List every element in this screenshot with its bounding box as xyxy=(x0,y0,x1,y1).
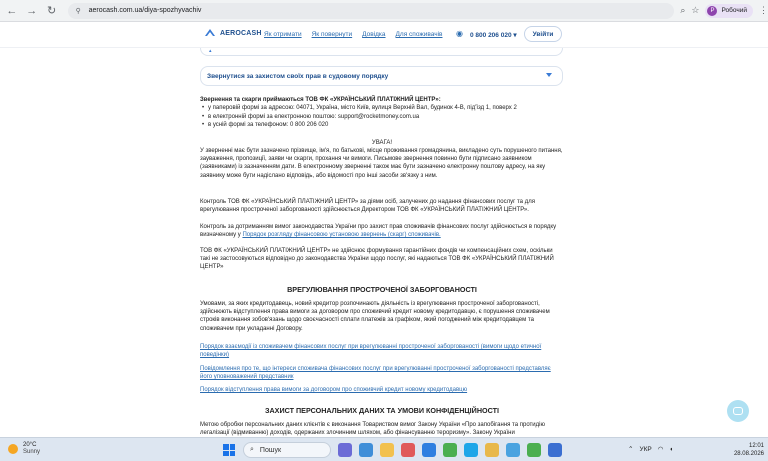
url-text: aerocash.com.ua/diya-spozhyvachiv xyxy=(88,7,202,14)
attention-paragraph-1: У зверненні має бути зазначено прізвище, ім'я, по батькові, місце проживання громадянина, викладено суть порушеного питання, зауваження, пропозиції, заяви чи скарги, прохання чи вимоги. Письмове звернення повинно бути підписано заявником (заявниками) із зазначенням дати. В електронному зверненні також має бути зазначено електронну поштову адресу, на яку заявнику може бути надіслано відповідь, або відомості про інші засоби зв'язку з ним. xyxy=(200,148,563,179)
attention-paragraph-2: Контроль ТОВ ФК «УКРАЇНСЬКИЙ ПЛАТІЖНИЙ ЦЕНТР» за діями осіб, залучених до надання фінансових послуг та для врегулювання простроченої заборгованості здійснюється Директором ТОВ ФК «УКРАЇНСЬКИЙ ПЛАТІЖНИЙ ЦЕНТР». xyxy=(200,199,535,214)
debt-link-ethics[interactable]: Порядок взаємодії із споживачем фінансових послуг при врегулюванні простроченої заборгованості (вимоги щодо етичної поведінки) xyxy=(200,344,542,358)
nav-for-consumers[interactable]: Для споживачів xyxy=(395,31,443,38)
windows-start-icon[interactable] xyxy=(223,444,235,456)
taskbar-search[interactable] xyxy=(243,442,331,458)
system-tray xyxy=(628,445,673,453)
phone-number[interactable] xyxy=(470,31,517,39)
zoom-icon[interactable]: ⌕ xyxy=(680,5,686,15)
debt-link-representative[interactable]: Повідомлення про те, що інтереси споживача фінансових послуг при врегулюванні простроченої заборгованості представляє його уповноважений представник xyxy=(200,366,551,380)
windows-taskbar xyxy=(0,437,768,461)
paragraph-text: Контроль за дотриманням вимог законодавства України про захист прав споживачів фінансових послуг здійснюється в порядку визначеному у xyxy=(200,224,557,239)
search-label: Пошук xyxy=(259,446,282,454)
list-item: • в електронній формі за електронною поштою: support@rocketmoney.com.ua xyxy=(200,113,564,122)
site-logo[interactable] xyxy=(204,28,262,38)
aerocash-logo-icon xyxy=(204,28,216,38)
debt-paragraph: Умовами, за яких кредитодавець, новий кредитор розпочинають діяльність із врегулювання простроченої заборгованості, здійснюють відступлення права вимоги за договором про споживчий кредит новому кредитодавцю, є порушення споживачем строків виконання зобов'язань щодо своєчасності сплати платежів за графіком, який погоджений між кредитодавцем та споживачем при укладанні Договору. xyxy=(200,301,550,332)
weather-temp: 20°C xyxy=(23,442,37,448)
search-icon: ⌕ xyxy=(250,446,254,453)
site-header xyxy=(0,22,768,48)
accordion-label: Звернутися за захистом своїх прав в судовому порядку xyxy=(207,72,389,80)
widgets-icon[interactable] xyxy=(359,443,373,457)
chat-bubble-icon xyxy=(733,407,743,415)
app-icon[interactable] xyxy=(527,443,541,457)
address-bar[interactable] xyxy=(68,3,675,19)
browser-toolbar xyxy=(0,0,768,22)
taskbar-clock[interactable] xyxy=(728,442,764,458)
privacy-section-title: ЗАХИСТ ПЕРСОНАЛЬНИХ ДАНИХ ТА УМОВИ КОНФІДЕНЦІЙНОСТІ xyxy=(264,406,500,415)
main-nav xyxy=(264,31,442,38)
volume-icon[interactable]: ◖ xyxy=(669,445,674,453)
attention-title: УВАГА! xyxy=(371,140,393,146)
taskbar-apps xyxy=(338,443,562,457)
debt-section-title: ВРЕГУЛЮВАННЯ ПРОСТРОЧЕНОЇ ЗАБОРГОВАНОСТІ xyxy=(287,285,477,294)
debt-link-assignment[interactable]: Порядок відступлення права вимоги за договором про споживчий кредит новому кредитодавцю xyxy=(200,387,468,393)
browser-menu-icon[interactable]: ⋮ xyxy=(759,5,768,15)
chrome-icon[interactable] xyxy=(548,443,562,457)
clock-time: 12:01 xyxy=(748,443,764,449)
chevron-down-icon: ▾ xyxy=(513,32,517,39)
edge-browser-icon[interactable] xyxy=(422,443,436,457)
back-arrow-icon[interactable]: ← xyxy=(6,4,18,17)
photos-icon[interactable] xyxy=(401,443,415,457)
accordion-court-protection[interactable] xyxy=(200,66,563,86)
weather-desc: Sunny xyxy=(23,449,41,455)
language-indicator[interactable]: УКР xyxy=(639,445,652,453)
privacy-paragraph: Метою обробки персональних даних клієнтів є виконання Товариством вимог Закону України «Про запобігання та протидію легалізації (відмиванню) доходів, одержаних злочинним шляхом, або фінансуванню тероризму». Закону України xyxy=(200,422,545,437)
nav-how-to-return[interactable]: Як повернути xyxy=(311,31,353,38)
site-info-icon[interactable]: ⚲ xyxy=(75,7,81,15)
avatar: Р xyxy=(707,6,717,16)
chat-button[interactable] xyxy=(727,400,749,422)
attention-paragraph-3 xyxy=(200,223,564,239)
reload-icon[interactable]: ↻ xyxy=(47,5,57,17)
logo-text: AEROCASH xyxy=(220,29,262,37)
store-icon[interactable] xyxy=(443,443,457,457)
list-item: • в усній формі за телефоном: 0 800 206 020 xyxy=(200,121,564,130)
app-icon[interactable] xyxy=(506,443,520,457)
phone-text: 0 800 206 020 xyxy=(470,32,512,39)
profile-button[interactable] xyxy=(705,4,753,18)
file-explorer-icon[interactable] xyxy=(380,443,394,457)
weather-widget[interactable] xyxy=(8,442,40,456)
clock-date: 28.08.2026 xyxy=(733,451,764,457)
nav-how-to-get[interactable]: Як отримати xyxy=(264,31,302,38)
tray-overflow-icon[interactable]: ⌃ xyxy=(628,446,634,453)
accordion-item-collapsed[interactable] xyxy=(200,48,563,56)
telegram-icon[interactable] xyxy=(464,443,478,457)
chevron-up-icon: ▴ xyxy=(209,48,212,54)
complaints-heading: Звернення та скарги приймаються ТОВ ФК «УКРАЇНСЬКИЙ ПЛАТІЖНИЙ ЦЕНТР»: xyxy=(200,97,441,103)
list-item: • у паперовій формі за адресою: 04071, Україна, місто Київ, вулиця Верхній Вал, будинок 4-В, під'їзд 1, поверх 2 xyxy=(200,104,564,113)
complaints-list xyxy=(200,104,564,130)
accessibility-eye-icon[interactable]: ◉ xyxy=(456,29,463,38)
bookmark-star-icon[interactable]: ☆ xyxy=(691,5,700,15)
wifi-icon[interactable]: ◠ xyxy=(657,446,664,453)
profile-name: Робочий xyxy=(721,7,747,14)
login-button[interactable]: Увійти xyxy=(524,26,562,42)
forward-arrow-icon[interactable]: → xyxy=(26,4,38,17)
attention-paragraph-4: ТОВ ФК «УКРАЇНСЬКИЙ ПЛАТІЖНИЙ ЦЕНТР» не здійснює формування гарантійних фондів чи компенсаційних схем, оскільки такі не застосовуються відповідно до законодавства України щодо послуг, які надаються ТОВ ФК «УКРАЇНСЬКИЙ ПЛАТІЖНИЙ ЦЕНТР» xyxy=(200,248,554,271)
complaints-procedure-link[interactable]: Порядок розгляду фінансовою установою звернень (скарг) споживачів. xyxy=(242,232,441,239)
nav-help[interactable]: Довідка xyxy=(362,31,386,38)
task-view-icon[interactable] xyxy=(338,443,352,457)
app-icon[interactable] xyxy=(485,443,499,457)
caret-down-icon xyxy=(546,73,552,77)
sun-icon xyxy=(8,444,18,454)
